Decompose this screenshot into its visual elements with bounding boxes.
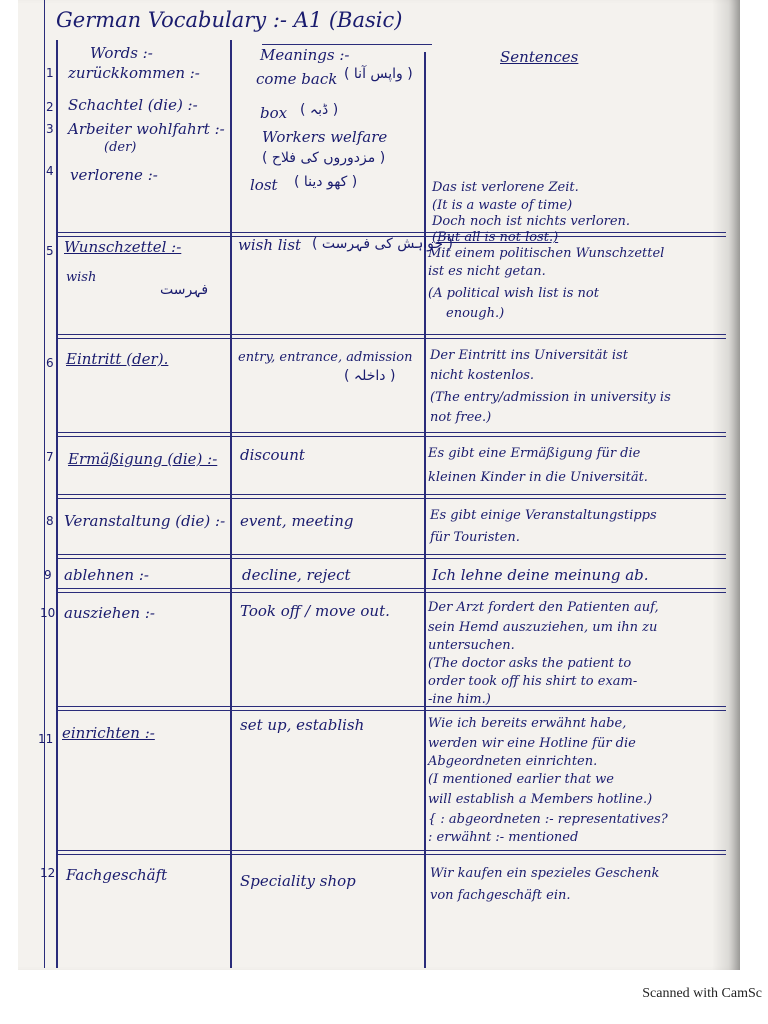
sentence: (The doctor asks the patient to (428, 656, 632, 671)
sentence: (I mentioned earlier that we (428, 772, 614, 787)
sentence: Wie ich bereits erwähnt habe, (428, 716, 627, 731)
row-divider (56, 436, 726, 437)
word-ermaessigung: Ermäßigung (die) :- (68, 450, 218, 468)
meanings-column-header: Meanings :- (260, 46, 350, 64)
word-note-urdu: فہرست (160, 282, 209, 298)
word-verlorene: verlorene :- (70, 166, 158, 184)
row-divider (56, 592, 726, 593)
word-arbeiterwohlfahrt: Arbeiter wohlfahrt :- (68, 120, 225, 138)
row-number: 5 (46, 244, 54, 258)
scanner-watermark: Scanned with CamSc (642, 986, 762, 1001)
sentence: not free.) (430, 410, 492, 425)
meaning-took-off: Took off / move out. (240, 602, 390, 620)
meaning-urdu: ( ڈبہ ) (300, 102, 339, 118)
row-divider (56, 338, 726, 339)
sentence: order took off his shirt to exam- (428, 674, 638, 689)
meaning-lost: lost (250, 176, 278, 194)
sentence: ist es nicht getan. (428, 264, 546, 279)
sentence: (But all is not lost.) (432, 230, 559, 245)
page-edge-shadow (712, 0, 740, 970)
row-divider (56, 334, 726, 335)
row-number: 12 (40, 866, 56, 880)
sentences-column-header: Sentences (500, 48, 579, 66)
row-number: 3 (46, 122, 54, 136)
sentence: { : abgeordneten :- representatives? (428, 812, 668, 827)
sentence: (A political wish list is not (428, 286, 599, 301)
row-divider (56, 498, 726, 499)
column-divider-left (56, 40, 58, 968)
sentence: Es gibt eine Ermäßigung für die (428, 446, 641, 461)
meaning-urdu: ( واپس آنا ) (344, 66, 413, 82)
sentence: enough.) (446, 306, 505, 321)
word-ablehnen: ablehnen :- (64, 566, 149, 584)
row-number: 2 (46, 100, 54, 114)
meaning-entry: entry, entrance, admission (238, 350, 413, 365)
word-ausziehen: ausziehen :- (64, 604, 155, 622)
word-schachtel: Schachtel (die) :- (68, 96, 198, 114)
row-number: 8 (46, 514, 54, 528)
row-divider (56, 706, 726, 707)
sentence: Der Arzt fordert den Patienten auf, (428, 600, 659, 615)
word-veranstaltung: Veranstaltung (die) :- (64, 512, 226, 530)
sentence: : erwähnt :- mentioned (428, 830, 579, 845)
sentence: Abgeordneten einrichten. (428, 754, 598, 769)
sentence: Der Eintritt ins Universität ist (430, 348, 628, 363)
row-divider (56, 232, 726, 233)
meaning-urdu: ( داخلہ ) (344, 368, 396, 384)
page-title: German Vocabulary :- A1 (Basic) (56, 8, 403, 32)
sentence: Das ist verlorene Zeit. (432, 180, 579, 195)
row-number: 11 (38, 732, 54, 746)
sentence: nicht kostenlos. (430, 368, 534, 383)
sentence: Mit einem politischen Wunschzettel (428, 246, 665, 261)
meaning-wish-list: wish list (238, 236, 302, 254)
meaning-discount: discount (240, 446, 305, 464)
meaning-come-back: come back (256, 70, 338, 88)
meaning-decline: decline, reject (242, 566, 351, 584)
word-einrichten: einrichten :- (62, 724, 155, 742)
margin-line (44, 0, 45, 968)
row-number: 10 (40, 606, 56, 620)
row-divider (56, 558, 726, 559)
sentence: Ich lehne deine meinung ab. (432, 566, 649, 584)
word-article: (der) (104, 140, 137, 155)
meaning-set-up: set up, establish (240, 716, 365, 734)
row-divider (56, 588, 726, 589)
title-underline (262, 44, 432, 45)
sentence: für Touristen. (430, 530, 520, 545)
meaning-box: box (260, 104, 288, 122)
word-note: wish (66, 270, 97, 285)
meaning-urdu: ( خواہش کی فہرست ) (312, 236, 453, 252)
sentence: (The entry/admission in university is (430, 390, 671, 405)
row-divider (56, 494, 726, 495)
row-divider (56, 710, 726, 711)
sentence: sein Hemd auszuziehen, um ihn zu (428, 620, 658, 635)
sentence: -ine him.) (428, 692, 491, 707)
row-number: 9 (44, 568, 52, 582)
word-wunschzettel: Wunschzettel :- (64, 238, 182, 256)
sentence: von fachgeschäft ein. (430, 888, 571, 903)
row-number: 4 (46, 164, 54, 178)
meaning-urdu: ( کھو دینا ) (294, 174, 358, 190)
sentence: untersuchen. (428, 638, 515, 653)
column-divider-meanings (424, 52, 426, 968)
row-divider (56, 432, 726, 433)
sentence: (It is a waste of time) (432, 198, 573, 213)
sentence: werden wir eine Hotline für die (428, 736, 636, 751)
words-column-header: Words :- (90, 44, 153, 62)
meaning-speciality-shop: Speciality shop (240, 872, 356, 890)
row-number: 1 (46, 66, 54, 80)
word-eintritt: Eintritt (der). (66, 350, 169, 368)
sentence: will establish a Members hotline.) (428, 792, 653, 807)
sentence: Wir kaufen ein spezieles Geschenk (430, 866, 660, 881)
sentence: kleinen Kinder in die Universität. (428, 470, 648, 485)
row-number: 6 (46, 356, 54, 370)
meaning-urdu: ( مزدوروں کی فلاح ) (262, 150, 386, 166)
sentence: Es gibt einige Veranstaltungstipps (430, 508, 657, 523)
meaning-event: event, meeting (240, 512, 354, 530)
row-divider (56, 854, 726, 855)
word-zurueckkommen: zurückkommen :- (68, 64, 200, 82)
row-number: 7 (46, 450, 54, 464)
column-divider-words (230, 40, 232, 968)
row-divider (56, 554, 726, 555)
sentence: Doch noch ist nichts verloren. (432, 214, 631, 229)
meaning-workers-welfare: Workers welfare (262, 128, 388, 146)
row-divider (56, 850, 726, 851)
word-fachgeschaeft: Fachgeschäft (66, 866, 168, 884)
